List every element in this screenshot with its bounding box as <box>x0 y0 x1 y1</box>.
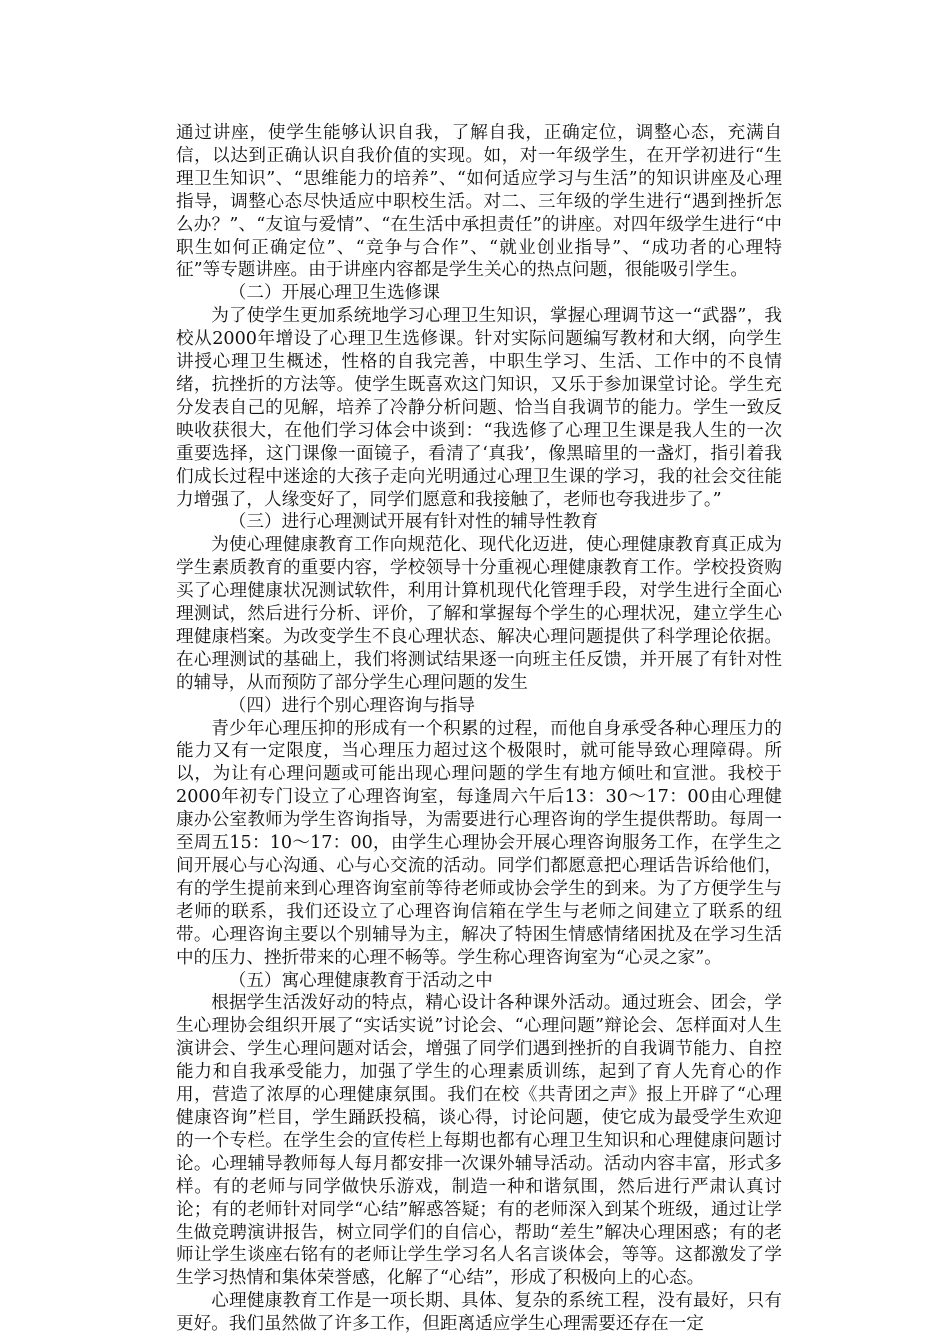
section-heading-activities: （五）寓心理健康教育于活动之中 <box>228 970 493 991</box>
paragraph-conclusion: 心理健康教育工作是一项长期、具体、复杂的系统工程，没有最好，只有更好。我们虽然做了许多工作，但距离适应学生心理需要还存在一定 <box>176 1291 782 1335</box>
paragraph-counseling: 青少年心理压抑的形成有一个积累的过程，而他自身承受各种心理压力的能力又有一定限度，当心理压力超过这个极限时，就可能导致心理障碍。所以，为让有心理问题或可能出现心理问题的学生有地方倾吐和宣泄。我校于2000年初专门设立了心理咨询室，每逢周六午后13：30～17：00由心理健康办公室教师为学生咨询指导，为需要进行心理咨询的学生提供帮助。每周一至周五15：10～17：00，由学生心理协会开展心理咨询服务工作，在学生之间开展心与心沟通、心与心交流的活动。同学们都愿意把心理话告诉给他们，有的学生提前来到心理咨询室前等待老师或协会学生的到来。为了方便学生与老师的联系，我们还设立了心理咨询信箱在学生与老师之间建立了联系的纽带。心理咨询主要以个别辅导为主，解决了特困生情感情绪困扰及在学习生活中的压力、挫折带来的心理不畅等。学生称心理咨询室为“心灵之家”。 <box>176 718 782 968</box>
document-page <box>176 122 782 1336</box>
paragraph-testing: 为使心理健康教育工作向规范化、现代化迈进，使心理健康教育真正成为学生素质教育的重要内容，学校领导十分重视心理健康教育工作。学校投资购买了心理健康状况测试软件，利用计算机现代化管理手段，对学生进行全面心理测试，然后进行分析、评价，了解和掌握每个学生的心理状况，建立学生心理健康档案。为改变学生不良心理状态、解决心理问题提供了科学理论依据。在心理测试的基础上，我们将测试结果逐一向班主任反馈，并开展了有针对性的辅导，从而预防了部分学生心理问题的发生 <box>176 535 782 693</box>
section-heading-testing: （三）进行心理测试开展有针对性的辅导性教育 <box>228 512 599 533</box>
paragraph-lecture-intro: 通过讲座，使学生能够认识自我，了解自我，正确定位，调整心态，充满自信，以达到正确认识自我价值的实现。如，对一年级学生，在开学初进行“生理卫生知识”、“思维能力的培养”、“如何适应学习与生活”的知识讲座及心理指导，调整心态尽快适应中职校生活。对二、三年级的学生进行“遇到挫折怎么办？”、“友谊与爱情”、“在生活中承担责任”的讲座。对四年级学生进行“中职生如何正确定位”、“竞争与合作”、“就业创业指导”、“成功者的心理特征”等专题讲座。由于讲座内容都是学生关心的热点问题，很能吸引学生。 <box>176 123 782 281</box>
section-heading-counseling: （四）进行个别心理咨询与指导 <box>228 695 476 716</box>
paragraph-elective: 为了使学生更加系统地学习心理卫生知识，掌握心理调节这一“武器”，我校从2000年增设了心理卫生选修课。针对实际问题编写教材和大纲，向学生讲授心理卫生概述，性格的自我完善，中职生学习、生活、工作中的不良情绪，抗挫折的方法等。使学生既喜欢这门知识，又乐于参加课堂讨论。学生充分发表自己的见解，培养了冷静分析问题、恰当自我调节的能力。学生一致反映收获很大，在他们学习体会中谈到：“我选修了心理卫生课是我人生的一次重要选择，这门课像一面镜子，看清了‘真我’，像黑暗里的一盏灯，指引着我们成长过程中迷途的大孩子走向光明通过心理卫生课的学习，我的社会交往能力增强了，人缘变好了，同学们愿意和我接触了，老师也夸我进步了。” <box>176 306 782 510</box>
paragraph-activities: 根据学生活泼好动的特点，精心设计各种课外活动。通过班会、团会，学生心理协会组织开展了“实话实说”讨论会、“心理问题”辩论会、怎样面对人生演讲会、学生心理问题对话会，增强了同学们遇到挫折的自我调节能力、自控能力和自我承受能力，加强了学生的心理素质训练，起到了育人先育心的作用，营造了浓厚的心理健康氛围。我们在校《共青团之声》报上开辟了“心理健康咨询”栏目，学生踊跃投稿，谈心得，讨论问题，使它成为最受学生欢迎的一个专栏。在学生会的宣传栏上每期也都有心理卫生知识和心理健康问题讨论。心理辅导教师每人每月都安排一次课外辅导活动。活动内容丰富，形式多样。有的老师与同学做快乐游戏，制造一种和谐氛围，然后进行严肃认真讨论；有的老师针对同学“心结”解惑答疑；有的老师深入到某个班级，通过让学生做竞聘演讲报告，树立同学们的自信心，帮助“差生”解决心理困惑；有的老师让学生谈座右铭有的老师让学生学习名人名言谈体会，等等。这都激发了学生学习热情和集体荣誉感，化解了“心结”，形成了积极向上的心态。 <box>176 993 782 1289</box>
section-heading-elective: （二）开展心理卫生选修课 <box>228 283 440 304</box>
